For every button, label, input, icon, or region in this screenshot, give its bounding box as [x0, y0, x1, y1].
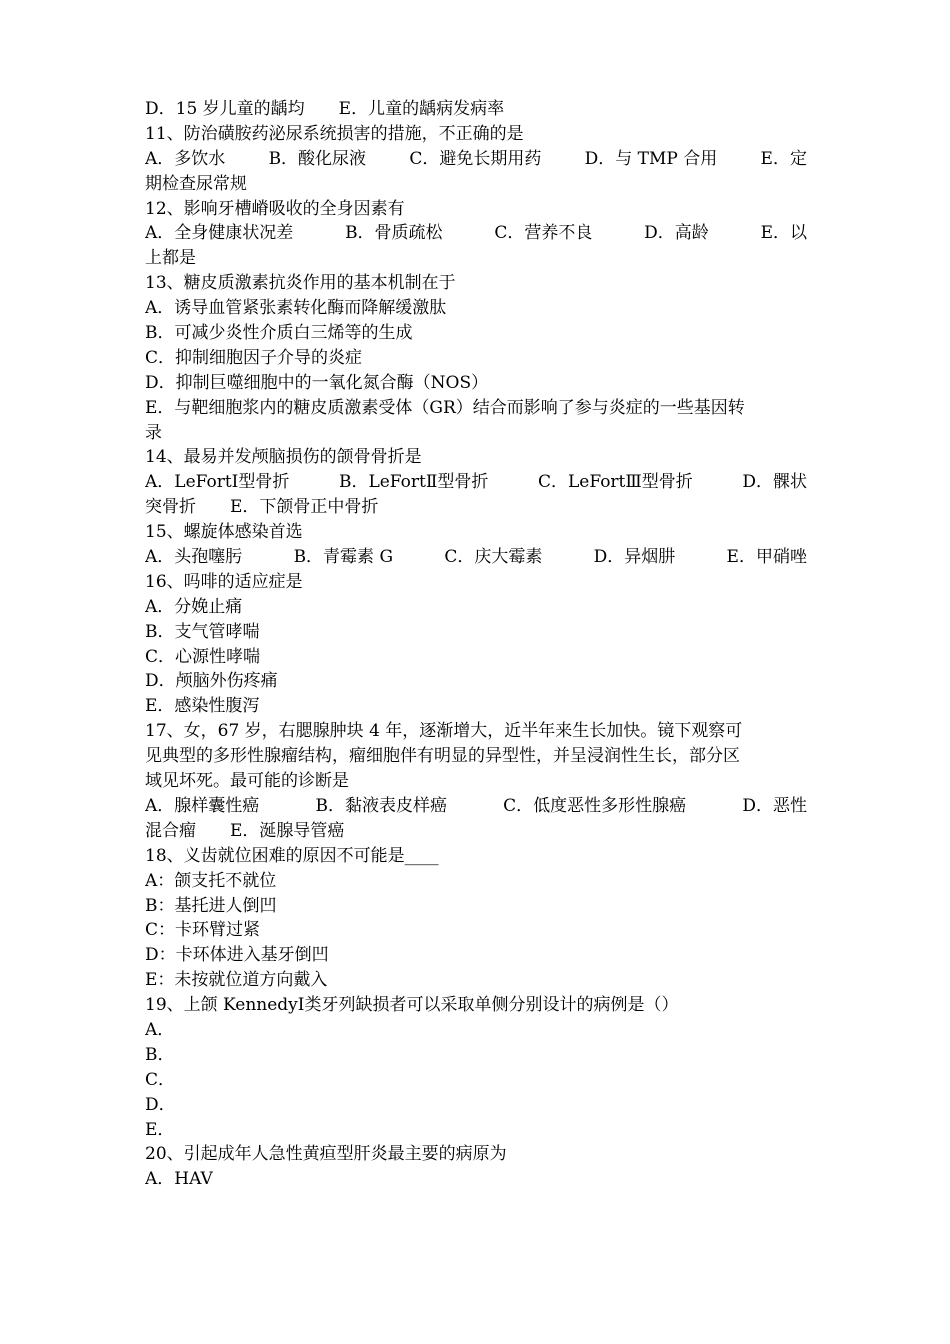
answer-option: C．营养不良	[494, 223, 593, 244]
text-line: D．15 岁儿童的龋均 E．儿童的龋病发病率	[145, 99, 505, 119]
answer-option: A．多饮水	[145, 148, 226, 169]
text-line: B．	[145, 1044, 175, 1065]
text-line	[145, 470, 807, 495]
text-line: E．	[145, 1119, 175, 1140]
answer-option: C．避免长期用药	[409, 148, 542, 169]
text-line: 录	[145, 422, 162, 443]
text-line: C：卡环臂过紧	[145, 920, 261, 941]
text-line: C．抑制细胞因子介导的炎症	[145, 347, 363, 368]
answer-option: D．高龄	[644, 223, 709, 244]
text-line: C．	[145, 1069, 176, 1090]
answer-option: B．LeFortⅡ型骨折	[338, 472, 489, 493]
answer-option: B．黏液表皮样癌	[315, 795, 447, 816]
text-line: 20、引起成年人急性黄疸型肝炎最主要的病原为	[145, 1144, 507, 1165]
text-line: B．支气管哮喘	[145, 621, 260, 642]
text-line: A．分娩止痛	[145, 596, 243, 617]
answer-option: A．全身健康状况差	[145, 223, 294, 244]
answer-option: D．与 TMP 合用	[584, 148, 718, 169]
answer-option: D．恶性	[742, 795, 807, 816]
text-line: E．感染性腹泻	[145, 696, 260, 717]
text-line: D：卡环体进入基牙倒凹	[145, 945, 329, 966]
answer-option: C．LeFortⅢ型骨折	[537, 472, 693, 493]
text-line: 上都是	[145, 248, 196, 269]
text-line	[145, 221, 807, 246]
text-line: 17、女，67 岁，右腮腺肿块 4 年，逐渐增大，近半年来生长加快。镜下观察可	[145, 721, 743, 742]
text-line: A：颌支托不就位	[145, 870, 277, 891]
text-line	[145, 794, 807, 819]
text-line: 11、防治磺胺药泌尿系统损害的措施，不正确的是	[145, 123, 524, 144]
answer-option: A．LeFortⅠ型骨折	[145, 472, 290, 493]
text-line: 18、义齿就位困难的原因不可能是____	[145, 845, 439, 866]
answer-option: E．甲硝唑	[726, 547, 807, 568]
answer-option: B．青霉素 G	[293, 547, 394, 568]
answer-option: D．异烟肼	[593, 547, 676, 568]
text-line: 14、最易并发颅脑损伤的颌骨骨折是	[145, 447, 422, 468]
text-line: D．颅脑外伤疼痛	[145, 671, 278, 692]
text-line: D．抑制巨噬细胞中的一氧化氮合酶（NOS）	[145, 372, 489, 393]
document-body	[145, 97, 807, 1192]
answer-option: B．酸化尿液	[268, 148, 367, 169]
text-line: E：未按就位道方向戴入	[145, 970, 328, 991]
text-line: 12、影响牙槽嵴吸收的全身因素有	[145, 198, 405, 219]
text-line: 期检查尿常规	[145, 173, 247, 194]
answer-option: E．定	[760, 148, 807, 169]
answer-option: A．头孢噻肟	[145, 547, 243, 568]
text-line	[145, 147, 807, 172]
answer-option: B．骨质疏松	[345, 223, 443, 244]
text-line: 突骨折 E．下颌骨正中骨折	[145, 497, 379, 518]
text-line: A．HAV	[145, 1169, 213, 1190]
text-line	[145, 545, 807, 570]
text-line: 13、糖皮质激素抗炎作用的基本机制在于	[145, 273, 456, 294]
text-line: A．诱导血管紧张素转化酶而降解缓激肽	[145, 298, 447, 319]
text-line: 15、螺旋体感染首选	[145, 522, 303, 543]
text-line: E．与靶细胞浆内的糖皮质激素受体（GR）结合而影响了参与炎症的一些基因转	[145, 397, 745, 418]
text-line: B．可减少炎性介质白三烯等的生成	[145, 323, 413, 344]
text-line: A．	[145, 1019, 175, 1040]
text-line: 见典型的多形性腺瘤结构，瘤细胞伴有明显的异型性，并呈浸润性生长，部分区	[145, 746, 740, 767]
text-line: 19、上颌 KennedyⅠ类牙列缺损者可以采取单侧分别设计的病例是（）	[145, 995, 679, 1016]
answer-option: A．腺样囊性癌	[145, 795, 260, 816]
answer-option: C．庆大霉素	[444, 547, 543, 568]
text-line: C．心源性哮喘	[145, 646, 261, 667]
answer-option: D．髁状	[742, 472, 807, 493]
text-line: 域见坏死。最可能的诊断是	[145, 771, 349, 792]
text-line: B：基托进人倒凹	[145, 895, 277, 916]
text-line: 16、吗啡的适应症是	[145, 571, 303, 592]
text-line: D．	[145, 1094, 176, 1115]
answer-option: C．低度恶性多形性腺癌	[503, 795, 687, 816]
text-line: 混合瘤 E．涎腺导管癌	[145, 820, 345, 841]
answer-option: E．以	[760, 223, 807, 244]
